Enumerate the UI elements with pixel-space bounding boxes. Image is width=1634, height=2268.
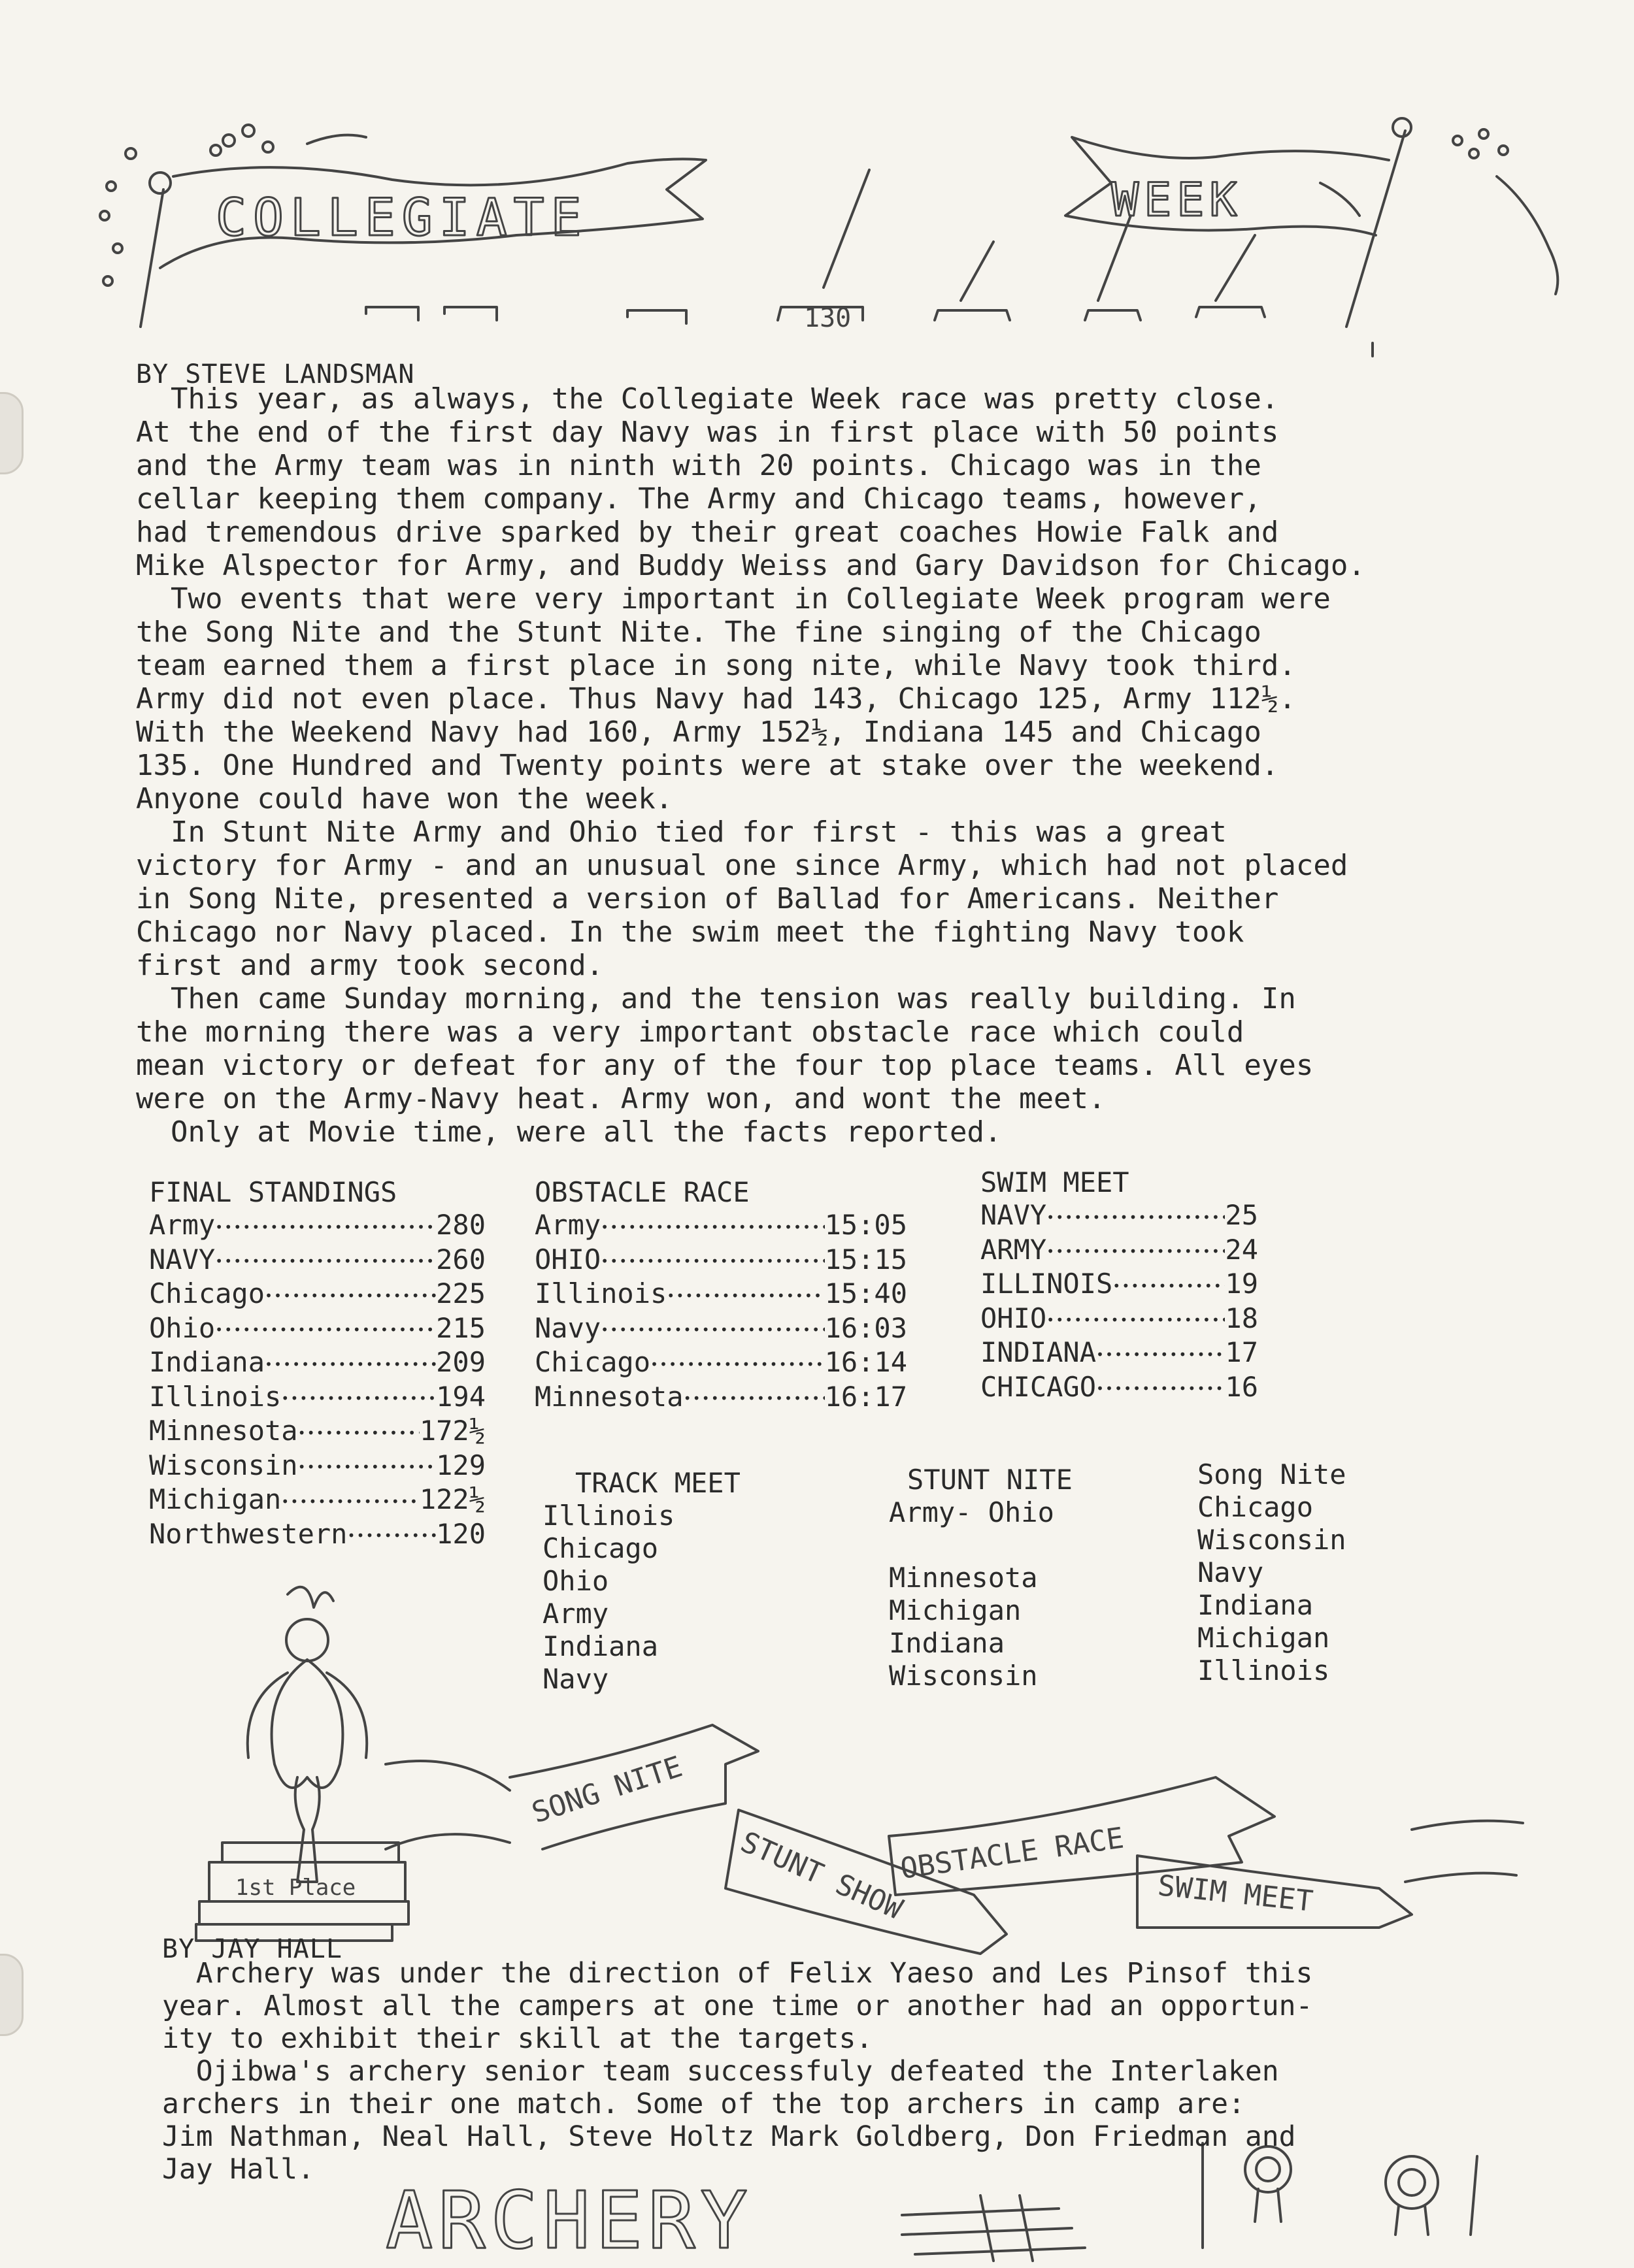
article1-line: Mike Alspector for Army, and Buddy Weiss and Gary Davidson for Chicago. [136, 549, 1365, 582]
song-nite-item: Indiana [1197, 1589, 1314, 1621]
obstacle-race-value: 16:17 [824, 1380, 907, 1413]
article1-line: mean victory or defeat for any of the four top place teams. All eyes [136, 1049, 1314, 1082]
final-standings-team: Northwestern [149, 1517, 348, 1550]
final-standings-value: 194 [436, 1380, 486, 1413]
swim-meet-team: OHIO [980, 1302, 1047, 1334]
leader-dots [265, 1346, 436, 1381]
swim-meet-value: 24 [1225, 1233, 1258, 1266]
final-standings-value: 172½ [419, 1415, 486, 1447]
song-nite-item: Chicago [1197, 1491, 1314, 1523]
swim-meet-value: 19 [1225, 1268, 1258, 1300]
final-standings-team: Army [149, 1209, 216, 1241]
final-standings-team: Michigan [149, 1483, 282, 1515]
song-nite-title: Song Nite [1197, 1458, 1346, 1490]
obstacle-race-title: OBSTACLE RACE [535, 1176, 750, 1208]
final-standings-table [149, 1176, 486, 1552]
track-meet-item: Indiana [542, 1630, 659, 1662]
track-meet-item: Ohio [542, 1565, 609, 1597]
obstacle-race-team: Army [535, 1209, 601, 1241]
events-pennants [386, 1725, 1523, 1954]
obstacle-race-team: Navy [535, 1311, 601, 1344]
article1-line: first and army took second. [136, 949, 604, 982]
article1-line: Chicago nor Navy placed. In the swim meet the fighting Navy took [136, 915, 1244, 949]
stunt-nite-title: STUNT NITE [907, 1464, 1073, 1496]
archery-title: ARCHERY [386, 2176, 753, 2267]
song-nite-item: Navy [1197, 1556, 1264, 1588]
leader-dots [601, 1312, 824, 1347]
final-standings-team: Indiana [149, 1346, 265, 1378]
obstacle-race-value: 15:40 [824, 1277, 907, 1309]
leader-dots [1112, 1268, 1225, 1302]
article2-line: Jay Hall. [162, 2153, 314, 2186]
stunt-nite-item: Army- Ohio [889, 1496, 1054, 1528]
final-standings-row [149, 1243, 486, 1278]
swim-meet-team: INDIANA [980, 1336, 1097, 1368]
article1-line: were on the Army-Navy heat. Army won, and wont the meet. [136, 1082, 1106, 1115]
swim-meet-row [980, 1302, 1258, 1337]
final-standings-title: FINAL STANDINGS [149, 1176, 397, 1208]
swim-meet-row [980, 1199, 1258, 1234]
obstacle-race-team: OHIO [535, 1243, 601, 1275]
leader-dots [601, 1243, 824, 1278]
pennant-song-nite: SONG NITE [527, 1750, 687, 1830]
stunt-nite-item: Michigan [889, 1594, 1022, 1626]
final-standings-row [149, 1415, 486, 1449]
swim-meet-table [980, 1166, 1258, 1405]
final-standings-value: 260 [436, 1243, 486, 1275]
song-nite-item: Wisconsin [1197, 1524, 1346, 1556]
article1-line: Two events that were very important in Collegiate Week program were [136, 582, 1331, 616]
obstacle-race-row [535, 1277, 907, 1312]
final-standings-team: Illinois [149, 1380, 282, 1413]
final-standings-team: Ohio [149, 1311, 216, 1344]
leader-dots [215, 1312, 436, 1347]
final-standings-row [149, 1312, 486, 1347]
article1-line: and the Army team was in ninth with 20 points. Chicago was in the [136, 449, 1261, 482]
track-meet-item: Illinois [542, 1500, 675, 1532]
article1-body [136, 382, 1365, 1149]
final-standings-value: 120 [436, 1517, 486, 1550]
obstacle-race-team: Minnesota [535, 1380, 684, 1413]
final-standings-row [149, 1277, 486, 1312]
leader-dots [601, 1209, 824, 1243]
final-standings-row [149, 1346, 486, 1381]
article1-line: In Stunt Nite Army and Ohio tied for first - this was a great [136, 815, 1227, 849]
swim-meet-team: NAVY [980, 1199, 1047, 1231]
final-standings-value: 209 [436, 1346, 486, 1378]
pennant-stunt-show: STUNT SHOW [735, 1825, 908, 1926]
obstacle-race-value: 16:14 [824, 1346, 907, 1378]
article1-line: had tremendous drive sparked by their great coaches Howie Falk and [136, 516, 1279, 549]
final-standings-row [149, 1483, 486, 1518]
leader-dots [667, 1277, 824, 1312]
final-standings-team: Chicago [149, 1277, 265, 1309]
swim-meet-row [980, 1234, 1258, 1268]
article1-line: in Song Nite, presented a version of Ballad for Americans. Neither [136, 882, 1279, 915]
obstacle-race-value: 16:03 [824, 1311, 907, 1344]
article1-line: Then came Sunday morning, and the tension was really building. In [136, 982, 1296, 1015]
article1-line: At the end of the first day Navy was in first place with 50 points [136, 416, 1279, 449]
track-meet-item: Army [542, 1598, 609, 1630]
final-standings-row [149, 1518, 486, 1553]
obstacle-race-team: Chicago [535, 1346, 651, 1378]
obstacle-race-value: 15:05 [824, 1209, 907, 1241]
article2-line: Ojibwa's archery senior team successfuly defeated the Interlaken [162, 2055, 1279, 2088]
article1-line: the morning there was a very important obstacle race which could [136, 1015, 1244, 1049]
bracket-box-value: 130 [804, 303, 852, 333]
final-standings-team: Minnesota [149, 1415, 298, 1447]
swim-meet-team: ILLINOIS [980, 1268, 1113, 1300]
pennant-obstacle-race: OBSTACLE RACE [898, 1821, 1126, 1886]
obstacle-race-team: Illinois [535, 1277, 667, 1309]
track-meet-item: Navy [542, 1663, 609, 1695]
leader-dots [1096, 1371, 1225, 1405]
article2-line: archers in their one match. Some of the top archers in camp are: [162, 2088, 1245, 2120]
article1-line: the Song Nite and the Stunt Nite. The fine singing of the Chicago [136, 616, 1261, 649]
article1-line: Only at Movie time, were all the facts reported. [136, 1115, 1002, 1149]
article2-line: year. Almost all the campers at one time or another had an opportun- [162, 1990, 1313, 2022]
stunt-nite-list [889, 1464, 1073, 1692]
pennant-swim-meet: SWIM MEET [1156, 1869, 1315, 1918]
leader-dots [1046, 1234, 1225, 1268]
swim-meet-value: 17 [1225, 1336, 1258, 1368]
stunt-nite-item [889, 1529, 1073, 1562]
swim-meet-row [980, 1336, 1258, 1371]
obstacle-race-value: 15:15 [824, 1243, 907, 1275]
trophy-drawing [196, 1587, 408, 1941]
obstacle-race-row [535, 1243, 907, 1278]
leader-dots [298, 1415, 420, 1449]
leader-dots [347, 1518, 436, 1553]
obstacle-race-row [535, 1346, 907, 1381]
leader-dots [215, 1209, 436, 1243]
swim-meet-title: SWIM MEET [980, 1166, 1129, 1198]
leader-dots [265, 1277, 436, 1312]
final-standings-value: 122½ [419, 1483, 486, 1515]
final-standings-value: 129 [436, 1449, 486, 1481]
stunt-nite-item: Minnesota [889, 1562, 1038, 1594]
track-meet-item: Chicago [542, 1532, 659, 1564]
leader-dots [215, 1243, 436, 1278]
article1-line: team earned them a first place in song nite, while Navy took third. [136, 649, 1296, 682]
final-standings-team: Wisconsin [149, 1449, 298, 1481]
final-standings-value: 280 [436, 1209, 486, 1241]
final-standings-row [149, 1449, 486, 1484]
leader-dots [281, 1483, 420, 1518]
final-standings-row [149, 1381, 486, 1415]
article1-line: cellar keeping them company. The Army and Chicago teams, however, [136, 482, 1261, 516]
obstacle-race-table [535, 1176, 907, 1415]
final-standings-value: 215 [436, 1311, 486, 1344]
article1-line: Anyone could have won the week. [136, 782, 673, 815]
song-nite-item: Illinois [1197, 1654, 1330, 1686]
article1-line: This year, as always, the Collegiate Week race was pretty close. [136, 382, 1279, 416]
leader-dots [281, 1381, 436, 1415]
track-meet-title: TRACK MEET [575, 1467, 741, 1499]
swim-meet-value: 16 [1225, 1370, 1258, 1403]
final-standings-value: 225 [436, 1277, 486, 1309]
article2-byline: BY JAY HALL [162, 1934, 342, 1964]
track-meet-list [542, 1467, 741, 1696]
swim-meet-row [980, 1268, 1258, 1302]
song-nite-item: Michigan [1197, 1622, 1330, 1654]
banner-right-text: WEEK [1111, 173, 1242, 227]
swim-meet-team: CHICAGO [980, 1370, 1097, 1403]
obstacle-race-row [535, 1312, 907, 1347]
swim-meet-row [980, 1371, 1258, 1405]
collegiate-pennant [100, 125, 706, 327]
article2-line: Jim Nathman, Neal Hall, Steve Holtz Mark Goldberg, Don Friedman and [162, 2120, 1296, 2153]
obstacle-race-row [535, 1381, 907, 1415]
leader-dots [1046, 1199, 1225, 1234]
article1-line: 135. One Hundred and Twenty points were at stake over the weekend. [136, 749, 1279, 782]
swim-meet-team: ARMY [980, 1233, 1047, 1266]
article2-line: ity to exhibit their skill at the targets. [162, 2022, 873, 2055]
article1-line: Army did not even place. Thus Navy had 143, Chicago 125, Army 112½. [136, 682, 1296, 715]
leader-dots [298, 1449, 437, 1484]
article2-line: Archery was under the direction of Felix Yaeso and Les Pinsof this [162, 1957, 1313, 1990]
stunt-nite-item: Wisconsin [889, 1660, 1038, 1692]
banner-left-text: COLLEGIATE [216, 189, 588, 248]
article2-body [162, 1957, 1312, 2186]
article1-byline: BY STEVE LANDSMAN [136, 359, 415, 389]
swim-meet-value: 18 [1225, 1302, 1258, 1334]
obstacle-race-row [535, 1209, 907, 1243]
final-standings-team: NAVY [149, 1243, 216, 1275]
trophy-plate-text: 1st Place [235, 1875, 356, 1901]
stunt-nite-item: Indiana [889, 1627, 1005, 1659]
leader-dots [1096, 1336, 1225, 1371]
final-standings-row [149, 1209, 486, 1243]
article1-line: With the Weekend Navy had 160, Army 152½, Indiana 145 and Chicago [136, 715, 1261, 749]
week-pennant [1065, 118, 1558, 327]
song-nite-list [1197, 1458, 1346, 1687]
swim-meet-value: 25 [1225, 1199, 1258, 1231]
article1-line: victory for Army - and an unusual one since Army, which had not placed [136, 849, 1348, 882]
leader-dots [684, 1381, 825, 1415]
leader-dots [650, 1346, 825, 1381]
leader-dots [1046, 1302, 1225, 1337]
